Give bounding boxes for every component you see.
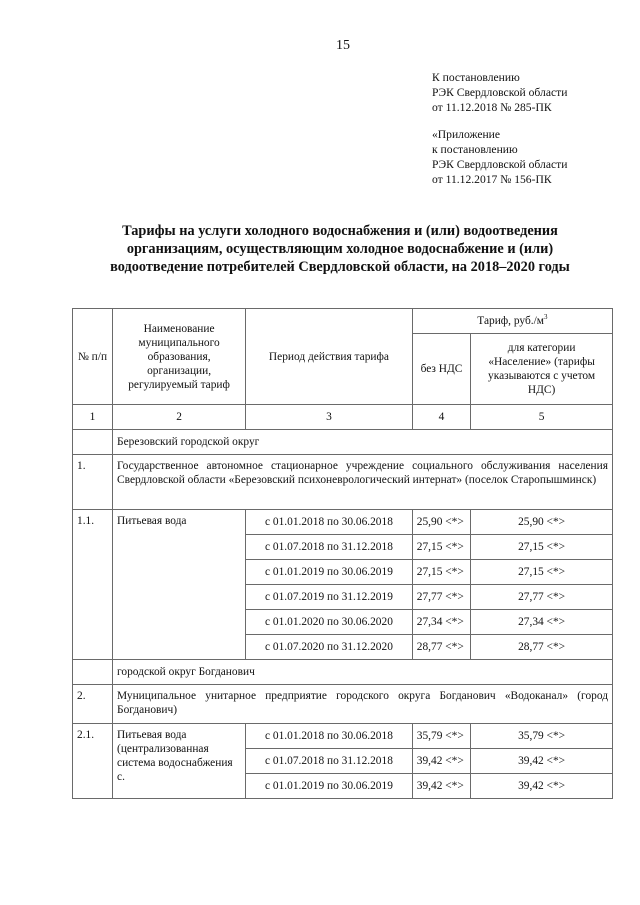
organization-row	[73, 455, 613, 510]
approval-line: к постановлению	[432, 143, 518, 156]
approval-block-current	[432, 70, 567, 115]
rate-period: с 01.07.2018 по 31.12.2018	[246, 749, 413, 774]
column-number: 3	[246, 405, 413, 430]
rate-population: 39,42 <*>	[471, 774, 613, 799]
rate-period: с 01.01.2019 по 30.06.2019	[246, 774, 413, 799]
approval-line: от 11.12.2018 № 285-ПК	[432, 101, 552, 114]
approval-line: «Приложение	[432, 128, 501, 141]
rate-no-vat: 27,15 <*>	[412, 535, 470, 560]
approval-line: К постановлению	[432, 71, 520, 84]
rate-period: с 01.01.2019 по 30.06.2019	[246, 560, 413, 585]
rate-no-vat: 28,77 <*>	[412, 635, 470, 660]
document-title	[60, 222, 620, 276]
rate-period: с 01.07.2018 по 31.12.2018	[246, 535, 413, 560]
org-number: 1.	[73, 455, 113, 510]
service-number: 1.1.	[73, 510, 113, 660]
column-number: 5	[471, 405, 613, 430]
header-tariff-group	[412, 309, 612, 334]
title-line: организациям, осуществляющим холодное водоснабжение и (или)	[126, 241, 554, 257]
approval-line: от 11.12.2017 № 156-ПК	[432, 173, 552, 186]
organization-row	[73, 685, 613, 724]
table-row	[73, 724, 613, 749]
empty-cell	[73, 660, 113, 685]
empty-cell	[73, 430, 113, 455]
header-number: № п/п	[73, 309, 113, 405]
title-line: Тарифы на услуги холодного водоснабжения и (или) водоотведения	[122, 223, 558, 239]
rate-no-vat: 39,42 <*>	[412, 774, 470, 799]
rate-population: 25,90 <*>	[471, 510, 613, 535]
rate-population: 28,77 <*>	[471, 635, 613, 660]
rate-period: с 01.07.2019 по 31.12.2019	[246, 585, 413, 610]
table-row	[73, 510, 613, 535]
header-population: для категории «Население» (тарифы указываются с учетом НДС)	[471, 334, 613, 405]
org-name: Муниципальное унитарное предприятие городского округа Богданович «Водоканал» (город Богданович)	[113, 685, 613, 724]
header-period: Период действия тарифа	[246, 309, 413, 405]
district-row	[73, 430, 613, 455]
rate-period: с 01.01.2020 по 30.06.2020	[246, 610, 413, 635]
district-row	[73, 660, 613, 685]
rate-no-vat: 27,77 <*>	[412, 585, 470, 610]
district-name: городской округ Богданович	[113, 660, 613, 685]
tariff-unit-superscript: 3	[543, 313, 548, 322]
column-numbers-row	[73, 405, 613, 430]
rate-population: 35,79 <*>	[471, 724, 613, 749]
tariffs-table	[72, 308, 613, 799]
rate-period: с 01.07.2020 по 31.12.2020	[246, 635, 413, 660]
column-number: 4	[412, 405, 470, 430]
rate-no-vat: 25,90 <*>	[412, 510, 470, 535]
service-name: Питьевая вода	[113, 510, 246, 660]
header-no-vat: без НДС	[412, 334, 470, 405]
title-line: водоотведение потребителей Свердловской области, на 2018–2020 годы	[110, 259, 570, 275]
rate-no-vat: 27,34 <*>	[412, 610, 470, 635]
tariff-group-label: Тариф, руб./м	[477, 315, 544, 327]
rate-population: 27,15 <*>	[471, 535, 613, 560]
header-name: Наименование муниципального образования, организации, регулируемый тариф	[113, 309, 246, 405]
org-name: Государственное автономное стационарное учреждение социального обслуживания населения Свердловской области «Березовский психоневрологический интернат» (поселок Старопышминск)	[113, 455, 613, 510]
page-number: 15	[336, 38, 350, 53]
column-number: 2	[113, 405, 246, 430]
rate-population: 27,15 <*>	[471, 560, 613, 585]
service-name: Питьевая вода (централизованная система водоснабжения с.	[113, 724, 246, 799]
rate-population: 27,77 <*>	[471, 585, 613, 610]
rate-no-vat: 35,79 <*>	[412, 724, 470, 749]
rate-period: с 01.01.2018 по 30.06.2018	[246, 724, 413, 749]
service-number: 2.1.	[73, 724, 113, 799]
table-header-row	[73, 309, 613, 334]
rate-population: 39,42 <*>	[471, 749, 613, 774]
approval-block-original	[432, 127, 567, 187]
rate-period: с 01.01.2018 по 30.06.2018	[246, 510, 413, 535]
district-name: Березовский городской округ	[113, 430, 613, 455]
rate-no-vat: 27,15 <*>	[412, 560, 470, 585]
approval-line: РЭК Свердловской области	[432, 86, 568, 99]
column-number: 1	[73, 405, 113, 430]
rate-population: 27,34 <*>	[471, 610, 613, 635]
approval-line: РЭК Свердловской области	[432, 158, 568, 171]
rate-no-vat: 39,42 <*>	[412, 749, 470, 774]
org-number: 2.	[73, 685, 113, 724]
